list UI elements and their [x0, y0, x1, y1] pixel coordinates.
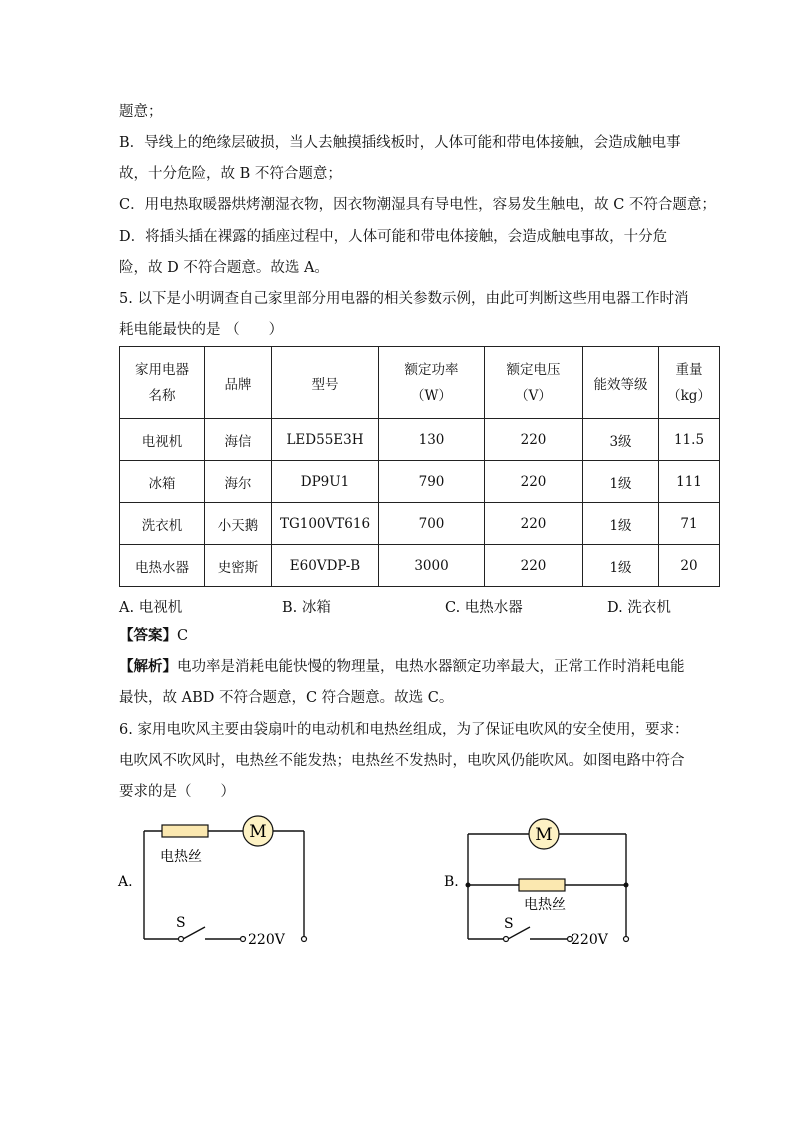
text-line: 险，故 D 不符合题意。故选 A。: [119, 260, 329, 276]
table-header-cell: 额定功率 （W）: [379, 347, 485, 419]
switch-label: S: [176, 915, 186, 931]
table-cell: 111: [659, 461, 720, 503]
table-row: [120, 419, 720, 461]
option-d: D. 洗衣机: [607, 600, 671, 616]
table-cell: 海尔: [205, 461, 272, 503]
table-cell: 1级: [583, 461, 659, 503]
table-cell: 1级: [583, 545, 659, 587]
question-5-stem: 5. 以下是小明调查自己家里部分用电器的相关参数示例，由此可判断这些用电器工作时消: [119, 291, 689, 307]
junction-dot: [466, 883, 471, 888]
table-cell: 11.5: [659, 419, 720, 461]
junction-dot: [624, 883, 629, 888]
table-header-cell: 家用电器 名称: [120, 347, 205, 419]
table-header-cell: 型号: [272, 347, 379, 419]
table-cell: 洗衣机: [120, 503, 205, 545]
table-cell: 220: [485, 545, 583, 587]
question-6-stem: 电吹风不吹风时，电热丝不能发热；电热丝不发热时，电吹风仍能吹风。如图电路中符合: [119, 753, 685, 769]
table-header-cell: 能效等级: [583, 347, 659, 419]
power-terminal: [241, 937, 246, 942]
heater-label: 电热丝: [524, 897, 566, 913]
option-a-label: A.: [118, 874, 133, 890]
switch-terminal: [179, 937, 184, 942]
question-6-stem: 要求的是（ ）: [119, 784, 235, 800]
motor-label: M: [249, 822, 267, 842]
text-line: 故，十分危险，故 B 不符合题意；: [119, 166, 342, 182]
answer-label: 【答案】: [119, 627, 177, 644]
option-b: B. 冰箱: [282, 600, 331, 616]
table-cell: 71: [659, 503, 720, 545]
table-cell: DP9U1: [272, 461, 379, 503]
table-cell: 电热水器: [120, 545, 205, 587]
table-cell: 史密斯: [205, 545, 272, 587]
table-header-cell: 重量 （kg）: [659, 347, 720, 419]
circuit-a-diagram: [110, 810, 330, 955]
analysis-label: 【解析】: [119, 658, 177, 675]
voltage-label: 220V: [571, 932, 608, 948]
table-header-cell: 品牌: [205, 347, 272, 419]
table-cell: 130: [379, 419, 485, 461]
table-cell: TG100VT616: [272, 503, 379, 545]
power-terminal: [302, 937, 307, 942]
table-cell: 电视机: [120, 419, 205, 461]
voltage-label: 220V: [248, 932, 285, 948]
answer-line: [119, 626, 188, 646]
table-cell: 3000: [379, 545, 485, 587]
table-header-row: [120, 347, 720, 419]
analysis-text: 电功率是消耗电能快慢的物理量，电热水器额定功率最大，正常工作时消耗电能: [177, 659, 685, 675]
analysis-line: [119, 657, 685, 677]
heater-resistor: [162, 825, 208, 837]
table-cell: 1级: [583, 503, 659, 545]
table-row: [120, 461, 720, 503]
option-c: C. 电热水器: [445, 600, 523, 616]
table-cell: LED55E3H: [272, 419, 379, 461]
switch-label: S: [504, 916, 514, 932]
power-terminal: [624, 937, 629, 942]
text-line: B．导线上的绝缘层破损，当人去触摸插线板时，人体可能和带电体接触，会造成触电事: [119, 135, 681, 151]
table-header-cell: 额定电压 （V）: [485, 347, 583, 419]
table-cell: 700: [379, 503, 485, 545]
heater-resistor: [519, 879, 565, 891]
table-cell: 小天鹅: [205, 503, 272, 545]
table-cell: 3级: [583, 419, 659, 461]
text-line: D．将插头插在裸露的插座过程中，人体可能和带电体接触，会造成触电事故，十分危: [119, 229, 668, 245]
switch-terminal: [504, 937, 509, 942]
option-a: A. 电视机: [119, 600, 183, 616]
table-cell: 790: [379, 461, 485, 503]
text-line: C．用电热取暖器烘烤潮湿衣物，因衣物潮湿具有导电性，容易发生触电，故 C 不符合题意；: [119, 197, 716, 213]
option-b-label: B.: [444, 874, 459, 890]
table-cell: 20: [659, 545, 720, 587]
question-6-stem: 6. 家用电吹风主要由袋扇叶的电动机和电热丝组成，为了保证电吹风的安全使用，要求：: [119, 722, 689, 738]
table-cell: 220: [485, 503, 583, 545]
table-cell: 海信: [205, 419, 272, 461]
table-cell: 冰箱: [120, 461, 205, 503]
circuit-b-diagram: [438, 810, 638, 955]
analysis-text: 最快，故 ABD 不符合题意，C 符合题意。故选 C。: [119, 690, 454, 706]
question-5-stem: 耗电能最快的是 （ ）: [119, 322, 284, 338]
heater-label: 电热丝: [160, 849, 202, 865]
appliance-table: [119, 346, 720, 587]
answer-value: C: [177, 628, 189, 644]
table-cell: 220: [485, 461, 583, 503]
motor-label: M: [535, 825, 553, 845]
table-cell: 220: [485, 419, 583, 461]
table-row: [120, 545, 720, 587]
table-row: [120, 503, 720, 545]
text-line: 题意；: [119, 104, 163, 120]
table-cell: E60VDP-B: [272, 545, 379, 587]
